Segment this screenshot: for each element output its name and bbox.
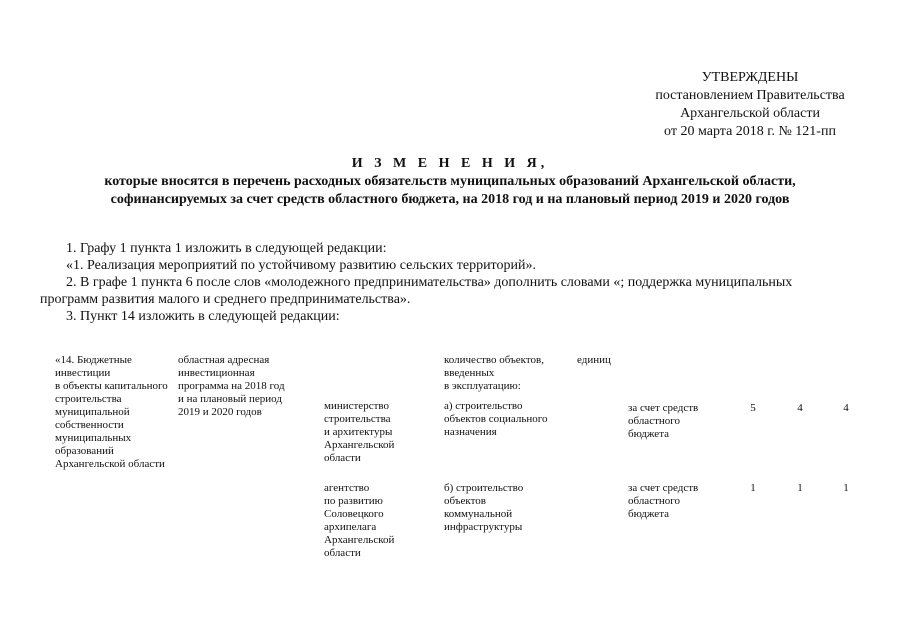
row1-funding-source xyxy=(628,402,728,441)
cell-line: строительства xyxy=(55,393,122,405)
row2-indicator xyxy=(444,482,574,534)
row2-value-2018: 1 xyxy=(750,482,756,494)
row2-value-2019: 1 xyxy=(797,482,803,494)
cell-line: 2019 и 2020 годов xyxy=(178,406,262,418)
cell-line: областного xyxy=(628,495,681,507)
cell-line: архипелага xyxy=(324,521,377,533)
cell-line: инвестиции xyxy=(55,367,111,379)
cell-line: бюджета xyxy=(628,428,670,440)
cell-line: б) строительство xyxy=(444,482,524,494)
cell-line: «14. Бюджетные xyxy=(55,354,132,366)
row1-indicator xyxy=(444,400,574,439)
title-line-1: которые вносятся в перечень расходных обязательств муниципальных образований Архангельской области, xyxy=(104,174,796,189)
document-title xyxy=(40,155,860,209)
cell-line: за счет средств xyxy=(628,482,699,494)
row1-value-2020: 4 xyxy=(843,402,849,414)
approval-heading: УТВЕРЖДЕНЫ xyxy=(701,70,799,85)
table-indicator-header xyxy=(444,354,574,393)
cell-line: агентство xyxy=(324,482,370,494)
cell-line: а) строительство xyxy=(444,400,523,412)
cell-line: министерство xyxy=(324,400,390,412)
cell-line: Архангельской xyxy=(324,439,395,451)
cell-line: количество объектов, xyxy=(444,354,544,366)
paragraph-3-line-2: программ развития малого и среднего предпринимательства». xyxy=(40,292,411,307)
cell-line: области xyxy=(324,452,361,464)
cell-line: инфраструктуры xyxy=(444,521,523,533)
table-unit-header: единиц xyxy=(577,354,611,366)
cell-line: области xyxy=(324,547,361,559)
cell-line: областного xyxy=(628,415,681,427)
approval-region: Архангельской области xyxy=(680,106,820,121)
cell-line: по развитию xyxy=(324,495,383,507)
approval-resolution: постановлением Правительства xyxy=(655,88,845,103)
cell-line: введенных xyxy=(444,367,495,379)
cell-line: муниципальной xyxy=(55,406,130,418)
cell-line: Архангельской xyxy=(324,534,395,546)
paragraph-4: 3. Пункт 14 изложить в следующей редакции: xyxy=(66,309,340,324)
cell-line: Соловецкого xyxy=(324,508,384,520)
cell-line: назначения xyxy=(444,426,497,438)
cell-line: и на плановый период xyxy=(178,393,282,405)
row1-value-2018: 5 xyxy=(750,402,756,414)
cell-line: строительства xyxy=(324,413,391,425)
cell-line: Архангельской области xyxy=(55,458,165,470)
paragraph-2: «1. Реализация мероприятий по устойчивому развитию сельских территорий». xyxy=(66,258,536,273)
cell-line: инвестиционная xyxy=(178,367,255,379)
cell-line: бюджета xyxy=(628,508,670,520)
row2-funding-source xyxy=(628,482,728,521)
row2-organization xyxy=(324,482,434,560)
cell-line: коммунальной xyxy=(444,508,513,520)
approval-date-number: от 20 марта 2018 г. № 121-пп xyxy=(664,124,836,139)
cell-line: и архитектуры xyxy=(324,426,393,438)
table-col-program xyxy=(178,354,308,419)
approval-stamp xyxy=(600,69,900,141)
cell-line: муниципальных xyxy=(55,432,132,444)
cell-line: образований xyxy=(55,445,114,457)
cell-line: собственности xyxy=(55,419,124,431)
table-col-obligation xyxy=(55,354,175,471)
paragraph-3-line-1: 2. В графе 1 пункта 6 после слов «молодежного предпринимательства» дополнить словами «; поддержка муниципальных xyxy=(66,275,793,290)
cell-line: объектов социального xyxy=(444,413,548,425)
cell-line: в объекты капитального xyxy=(55,380,168,392)
row1-organization xyxy=(324,400,434,465)
document-body xyxy=(40,240,866,325)
cell-line: областная адресная xyxy=(178,354,270,366)
row1-value-2019: 4 xyxy=(797,402,803,414)
cell-line: за счет средств xyxy=(628,402,699,414)
cell-line: объектов xyxy=(444,495,486,507)
row2-value-2020: 1 xyxy=(843,482,849,494)
title-line-2: софинансируемых за счет средств областного бюджета, на 2018 год и на плановый период 2019 и 2020 годов xyxy=(110,192,790,207)
title-heading: И З М Е Н Е Н И Я, xyxy=(351,156,549,171)
cell-line: программа на 2018 год xyxy=(178,380,285,392)
cell-line: в эксплуатацию: xyxy=(444,380,521,392)
paragraph-1: 1. Графу 1 пункта 1 изложить в следующей редакции: xyxy=(66,241,387,256)
